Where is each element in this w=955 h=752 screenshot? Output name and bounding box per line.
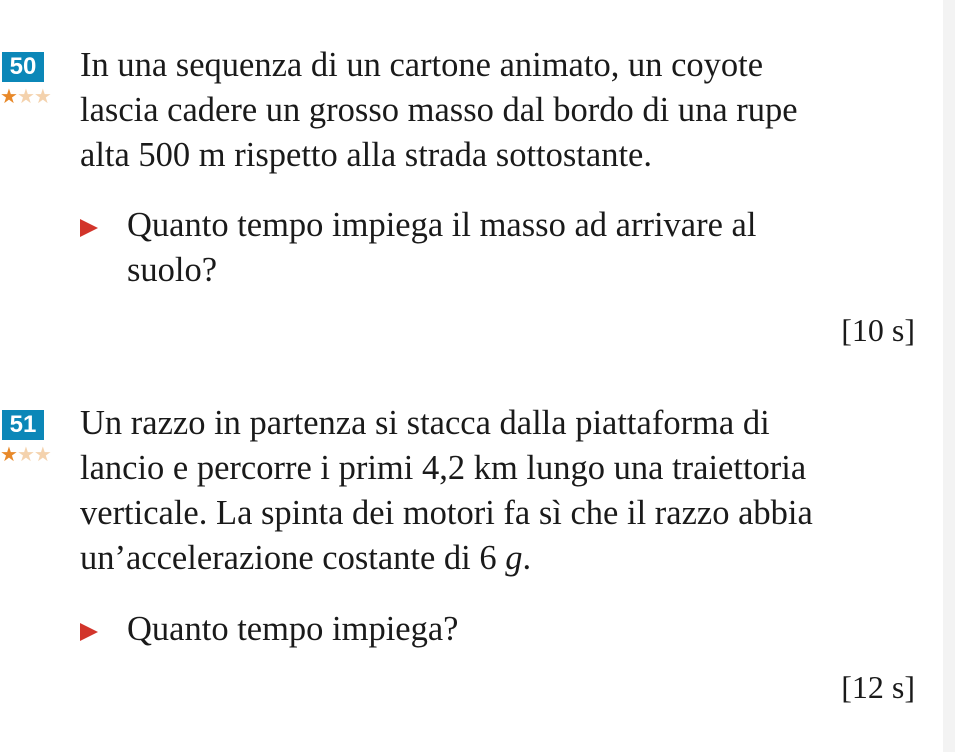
text-line: Un razzo in partenza si stacca dalla piattaforma di bbox=[80, 404, 770, 442]
question-line: suolo? bbox=[127, 251, 218, 289]
page-edge bbox=[943, 0, 955, 752]
star-empty-icon: ★ bbox=[33, 442, 51, 466]
problem-text bbox=[80, 43, 930, 178]
variable-g: g bbox=[505, 539, 523, 577]
text-line: lancio e percorre i primi 4,2 km lungo una traiettoria bbox=[80, 449, 807, 487]
answer: [12 s] bbox=[841, 669, 915, 705]
star-empty-icon: ★ bbox=[33, 84, 51, 108]
text-line: verticale. La spinta dei motori fa sì che il razzo abbia bbox=[80, 494, 813, 532]
question-text bbox=[127, 607, 927, 652]
text-line: alta 500 m rispetto alla strada sottostante. bbox=[80, 136, 652, 174]
question-arrow-icon bbox=[80, 219, 98, 237]
text-line: lascia cadere un grosso masso dal bordo di una rupe bbox=[80, 91, 798, 129]
star-filled-icon: ★ bbox=[0, 84, 17, 108]
star-empty-icon: ★ bbox=[16, 442, 34, 466]
problem-text bbox=[80, 401, 930, 581]
question-line: Quanto tempo impiega il masso ad arrivare al bbox=[127, 206, 757, 244]
difficulty-stars bbox=[0, 444, 51, 464]
answer: [10 s] bbox=[841, 312, 915, 348]
problem-number-badge: 51 bbox=[2, 410, 44, 440]
star-empty-icon: ★ bbox=[16, 84, 34, 108]
difficulty-stars bbox=[0, 86, 51, 106]
question-arrow-icon bbox=[80, 623, 98, 641]
text-line: In una sequenza di un cartone animato, un coyote bbox=[80, 46, 764, 84]
problem-number-badge: 50 bbox=[2, 52, 44, 82]
question-line: Quanto tempo impiega? bbox=[127, 610, 459, 648]
text-line: un’accelerazione costante di 6 g. bbox=[80, 539, 532, 577]
star-filled-icon: ★ bbox=[0, 442, 17, 466]
question-text bbox=[127, 203, 927, 293]
